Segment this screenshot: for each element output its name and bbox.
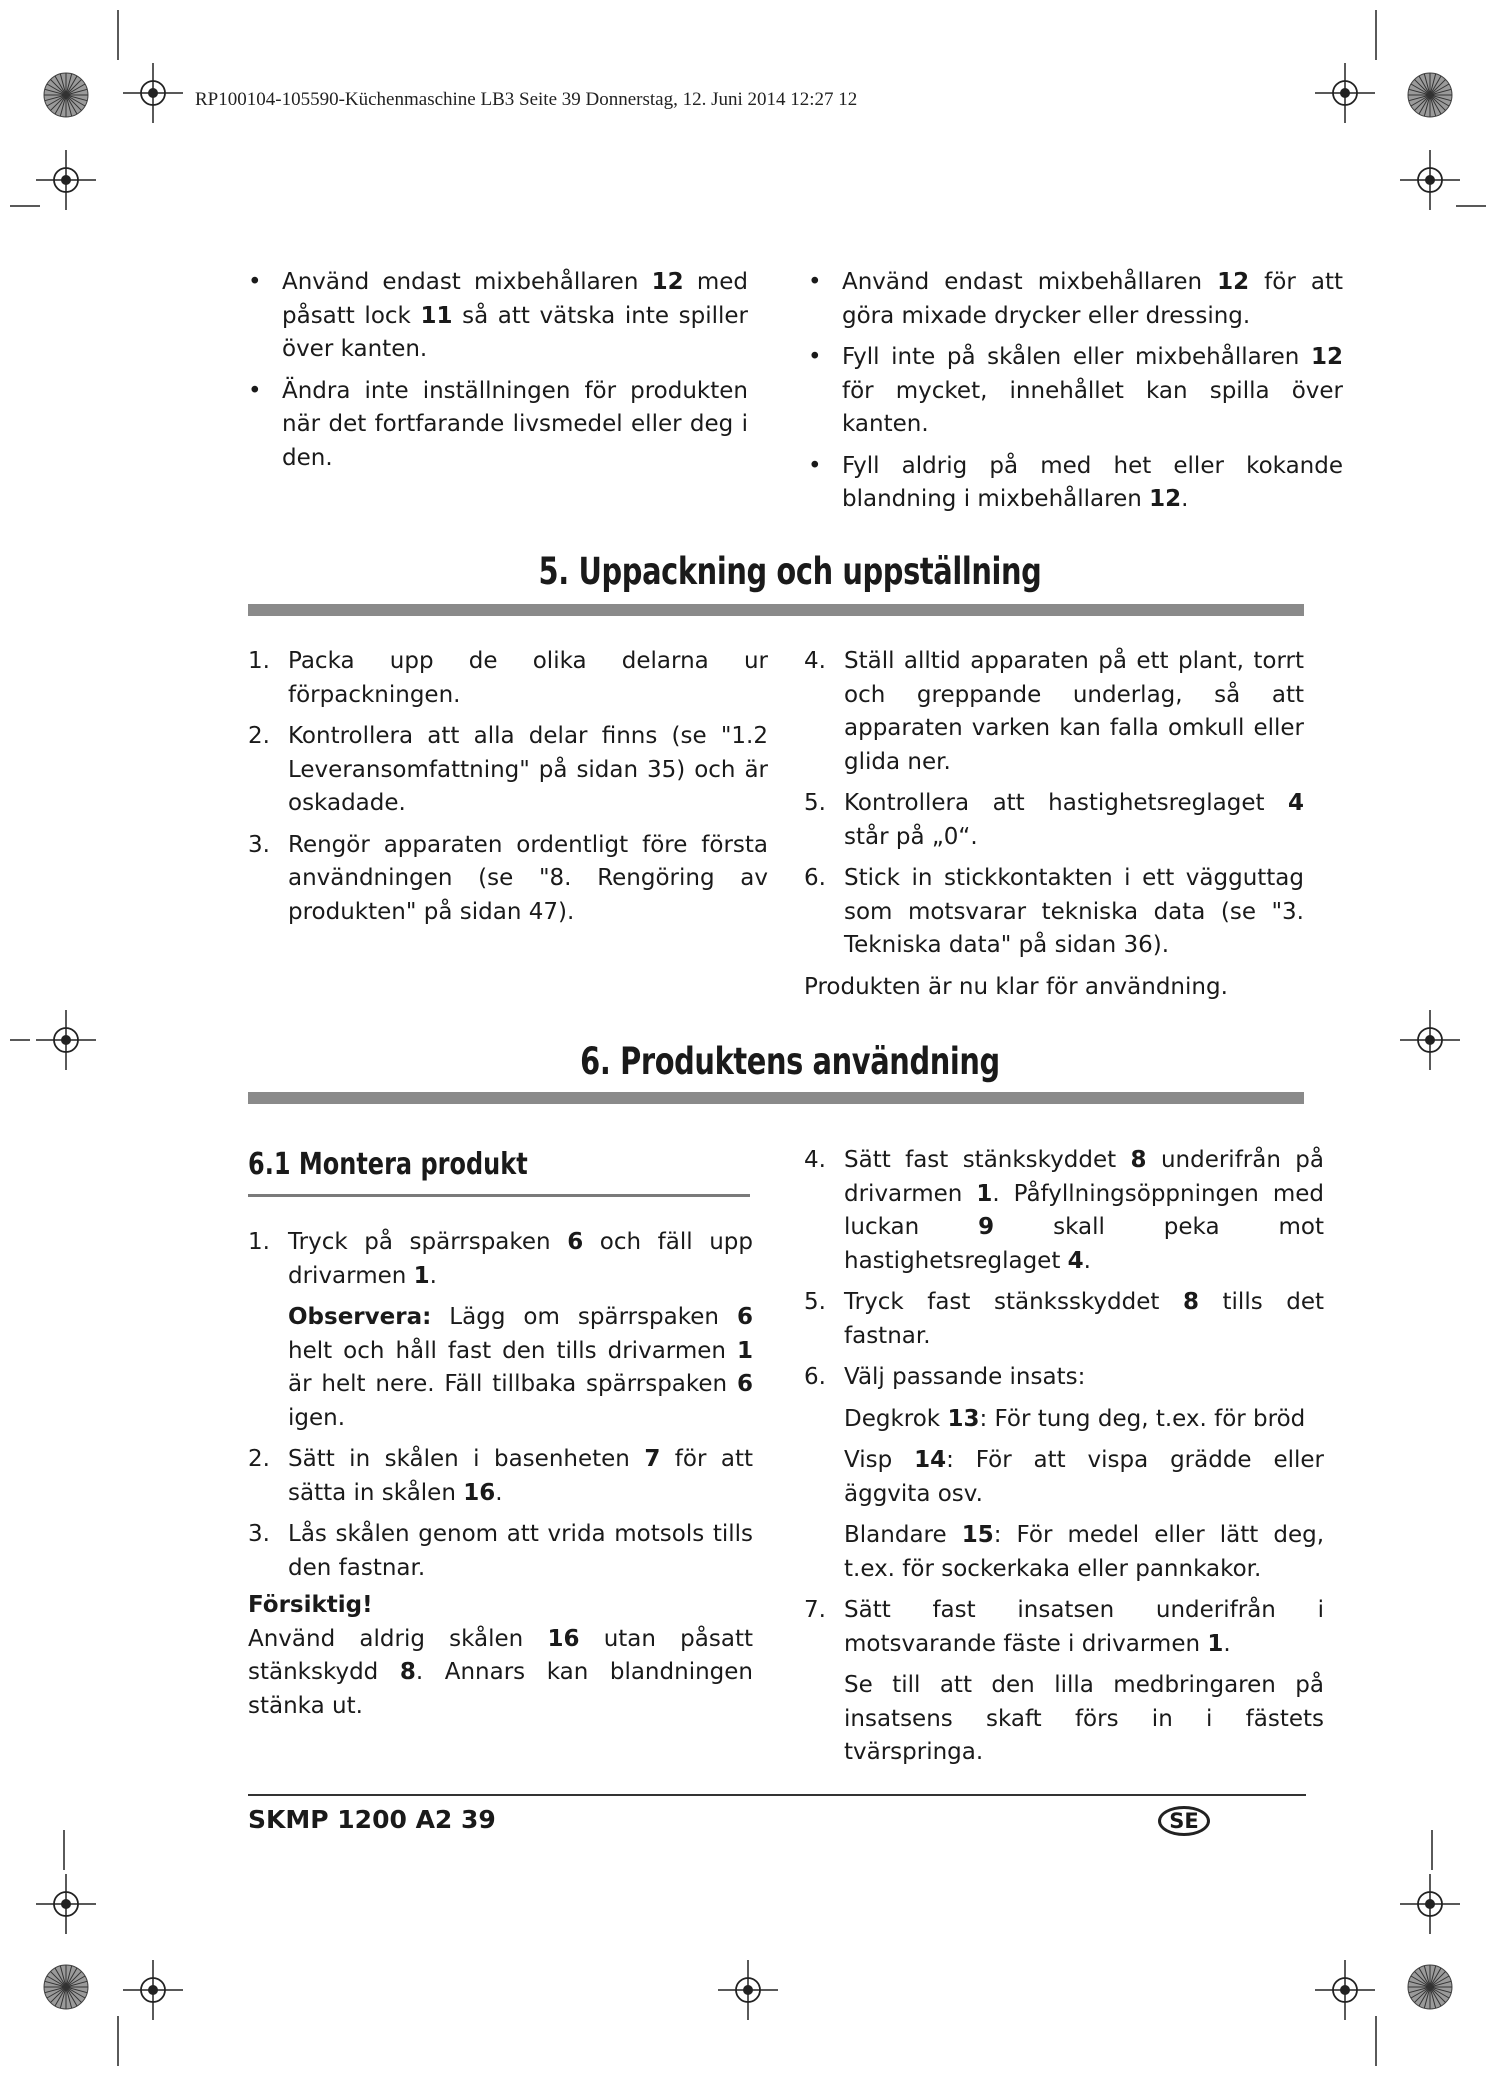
section-5-left-column — [248, 645, 768, 929]
footer-model: SKMP 1200 A2 39 — [248, 1805, 496, 1834]
subsection-rule — [248, 1194, 750, 1197]
numbered-step: 6. Välj passande insats: — [804, 1364, 1086, 1390]
top-left-column — [248, 266, 748, 475]
section-6-rule — [248, 1092, 1304, 1104]
top-right-column — [808, 266, 1343, 517]
country-badge: SE — [1158, 1806, 1210, 1836]
warning-text: Använd aldrig skålen 16 utan påsatt stänkskydd 8. Annars kan blandningen stänka ut. — [248, 1625, 753, 1719]
warning-title: Försiktig! — [248, 1592, 373, 1618]
bullet-item: • Använd endast mixbehållaren 12 med påsatt lock 11 så att vätska inte spiller över kanten. — [248, 269, 749, 362]
numbered-step: 4. Sätt fast stänkskyddet 8 underifrån på drivarmen 1. Påfyllningsöppningen med luckan 9 skall peka mot hastighetsreglaget 4. — [804, 1147, 1325, 1274]
registration-star-bottom-left — [44, 1965, 88, 2009]
bullet-item: • Fyll aldrig på med het eller kokande blandning i mixbehållaren 12. — [808, 452, 1343, 512]
section-5-right-column — [804, 645, 1304, 1004]
registration-star-bottom-right — [1408, 1965, 1452, 2009]
registration-star-top-left — [44, 73, 88, 117]
numbered-step: 5. Tryck fast stänksskyddet 8 tills det fastnar. — [804, 1289, 1325, 1349]
sub-paragraph: Visp 14: För att vispa grädde eller äggvita osv. — [844, 1447, 1324, 1507]
numbered-step: 6. Stick in stickkontakten i ett vägguttag som motsvarar tekniska data (se "3. Tekniska data" på sidan 36). — [804, 865, 1304, 958]
note-paragraph: Observera: Lägg om spärrspaken 6 helt och håll fast den tills drivarmen 1 är helt nere. Fäll tillbaka spärrspaken 6 igen. — [288, 1304, 753, 1431]
numbered-step: 3. Lås skålen genom att vrida motsols tills den fastnar. — [248, 1521, 753, 1581]
footer-rule — [248, 1794, 1306, 1796]
numbered-step: 4. Ställ alltid apparaten på ett plant, torrt och greppande underlag, så att apparaten varken kan falla omkull eller glida ner. — [804, 648, 1304, 775]
bullet-item: • Fyll inte på skålen eller mixbehållaren 12 för mycket, innehållet kan spilla över kanten. — [808, 344, 1343, 437]
numbered-step: 3. Rengör apparaten ordentligt före första användningen (se "8. Rengöring av produkten" på sidan 47). — [248, 831, 768, 925]
numbered-step: 1. Packa upp de olika delarna ur förpackningen. — [248, 648, 768, 708]
bullet-item: • Ändra inte inställningen för produkten när det fortfarande livsmedel eller deg i den. — [248, 377, 748, 471]
sub-paragraph: Degkrok 13: För tung deg, t.ex. för bröd — [844, 1405, 1306, 1432]
bullet-item: • Använd endast mixbehållaren 12 för att göra mixade drycker eller dressing. — [808, 269, 1343, 329]
numbered-step: 1. Tryck på spärrspaken 6 och fäll upp drivarmen 1. — [248, 1229, 753, 1289]
numbered-step: 2. Kontrollera att alla delar finns (se "1.2 Leveransomfattning" på sidan 35) och är oskadade. — [248, 723, 768, 816]
sub-paragraph: Blandare 15: För medel eller lätt deg, t.ex. för sockerkaka eller pannkakor. — [844, 1522, 1325, 1582]
numbered-step: 2. Sätt in skålen i basenheten 7 för att sätta in skålen 16. — [248, 1446, 753, 1506]
section-6-right-column — [804, 1144, 1324, 1770]
section-5-rule — [248, 604, 1304, 616]
numbered-step: 5. Kontrollera att hastighetsreglaget 4 står på „0“. — [804, 790, 1304, 850]
registration-star-top-right — [1408, 73, 1452, 117]
section-6-title: 6. Produktens användning — [580, 1040, 1000, 1083]
section-5-title: 5. Uppackning och uppställning — [538, 550, 1042, 593]
subsection-6-1-title: 6.1 Montera produkt — [248, 1147, 528, 1182]
numbered-step: 7. Sätt fast insatsen underifrån i motsvarande fäste i drivarmen 1. — [804, 1597, 1324, 1657]
print-header: RP100104-105590-Küchenmaschine LB3 Seite 39 Donnerstag, 12. Juni 2014 12:27 12 — [195, 89, 858, 110]
section-6-left-column — [248, 1226, 753, 1723]
ready-text: Produkten är nu klar för användning. — [804, 973, 1228, 1000]
sub-paragraph: Se till att den lilla medbringaren på insatsens skaft förs in i fästets tvärspringa. — [844, 1672, 1324, 1765]
